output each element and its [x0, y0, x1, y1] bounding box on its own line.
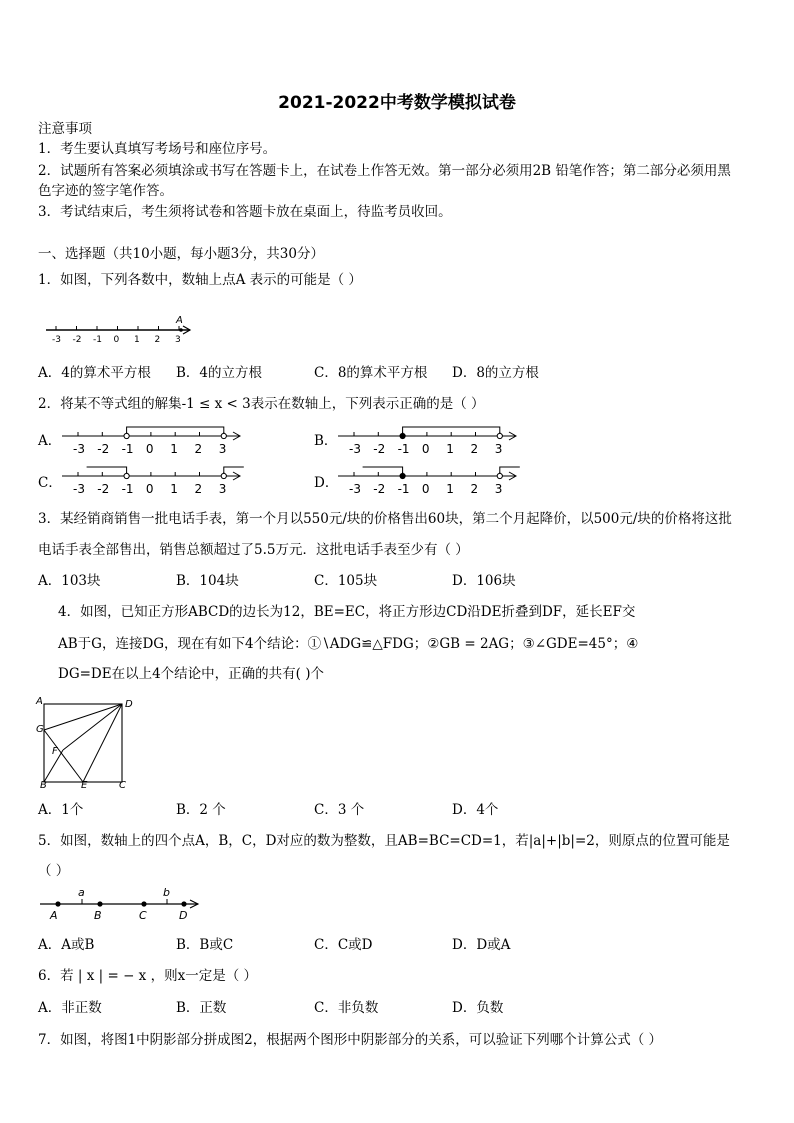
- q2-option-c-label[interactable]: C．: [38, 475, 62, 491]
- q2-tick-label: -3: [73, 442, 85, 456]
- q6-option-b[interactable]: B．正数: [176, 1000, 227, 1016]
- q6-stem: 6．若 | x | = − x ，则x一定是（ ）: [38, 968, 257, 984]
- q2-tick-label: 1: [170, 442, 178, 456]
- notice-item: 色字迹的签字笔作答。: [38, 183, 173, 199]
- q2-tick-label: 3: [218, 442, 227, 456]
- q2-tick-label: 2: [194, 482, 203, 496]
- q4-option-c[interactable]: C．3 个: [314, 802, 365, 818]
- section-heading: 一、选择题（共10小题，每小题3分，共30分）: [38, 246, 324, 262]
- q1-tick-label: -1: [93, 335, 102, 345]
- q2-tick-label: -1: [397, 482, 410, 496]
- page-title: 2021-2022中考数学模拟试卷: [278, 93, 516, 113]
- q2-tick-label: -1: [397, 442, 410, 456]
- q2-tick-label: -3: [349, 482, 361, 496]
- q2-tick-label: 1: [446, 482, 454, 496]
- q2-tick-label: 3: [218, 482, 227, 496]
- q4-option-d[interactable]: D．4个: [452, 802, 499, 818]
- q3-option-a[interactable]: A．103块: [38, 573, 101, 589]
- q5-option-d[interactable]: D．D或A: [452, 937, 511, 953]
- q1-stem: 1．如图，下列各数中，数轴上点A 表示的可能是（ ）: [38, 272, 362, 288]
- q2-tick-label: 0: [145, 482, 154, 496]
- q4-stem: 4．如图，已知正方形ABCD的边长为12，BE=EC，将正方形边CD沿DE折叠到DF，延长EF交: [58, 604, 636, 620]
- q1-tick-label: -2: [72, 335, 82, 345]
- q1-option-d[interactable]: D．8的立方根: [452, 365, 539, 381]
- q4-stem: AB于G，连接DG，现在有如下4个结论：①∖ADG≌△FDG；②GB = 2AG；③∠GDE=45°；④: [58, 636, 639, 652]
- q1-tick-label: 2: [154, 335, 161, 345]
- q5-label-c: C: [139, 909, 147, 922]
- q1-tick-label: -3: [52, 335, 61, 345]
- q5-label-b-value: b: [163, 886, 170, 899]
- fig-label-d: D: [125, 699, 133, 710]
- q2-tick-label: -3: [349, 442, 361, 456]
- q2-tick-label: -2: [373, 442, 386, 456]
- q2-option-d-number-line[interactable]: [336, 464, 526, 500]
- q2-option-c-number-line[interactable]: [60, 464, 250, 500]
- q4-square-figure: [34, 694, 144, 790]
- q1-point-label: A: [176, 315, 183, 326]
- fig-label-f: F: [52, 746, 58, 757]
- q1-option-a[interactable]: A．4的算术平方根: [38, 365, 151, 381]
- q7-stem: 7．如图，将图1中阴影部分拼成图2，根据两个图形中阴影部分的关系，可以验证下列哪个计算公式（ ）: [38, 1032, 663, 1048]
- q5-option-c[interactable]: C．C或D: [314, 937, 373, 953]
- q2-tick-label: 0: [421, 442, 430, 456]
- q5-stem: 5．如图，数轴上的四个点A，B，C，D对应的数为整数，且AB=BC=CD=1，若|a|+|b|=2，则原点的位置可能是: [38, 833, 730, 849]
- q2-tick-label: 0: [421, 482, 430, 496]
- q5-label-b: B: [94, 909, 102, 922]
- q2-tick-label: 3: [494, 482, 503, 496]
- q6-option-c[interactable]: C．非负数: [314, 1000, 379, 1016]
- q3-option-d[interactable]: D．106块: [452, 573, 516, 589]
- q2-tick-label: -3: [73, 482, 85, 496]
- fig-label-g: G: [36, 724, 44, 735]
- q2-option-d-label[interactable]: D．: [314, 475, 339, 491]
- q1-option-c[interactable]: C．8的算术平方根: [314, 365, 428, 381]
- q3-stem: 电话手表全部售出，销售总额超过了5.5万元．这批电话手表至少有（ ）: [38, 542, 469, 558]
- q1-number-line: [44, 310, 194, 350]
- q6-option-d[interactable]: D．负数: [452, 1000, 504, 1016]
- q2-tick-label: 2: [470, 442, 479, 456]
- q5-option-a[interactable]: A．A或B: [38, 937, 95, 953]
- q5-label-a: A: [50, 909, 58, 922]
- q1-tick-label: 1: [134, 335, 140, 345]
- q2-tick-label: 0: [145, 442, 154, 456]
- notice-item: 3．考试结束后，考生须将试卷和答题卡放在桌面上，待监考员收回。: [38, 204, 452, 220]
- q2-tick-label: 1: [446, 442, 454, 456]
- q3-stem: 3．某经销商销售一批电话手表，第一个月以550元/块的价格售出60块，第二个月起降价，以500元/块的价格将这批: [38, 511, 732, 527]
- q2-tick-label: 1: [170, 482, 178, 496]
- q1-tick-label: 3: [175, 335, 181, 345]
- q4-stem: DG=DE在以上4个结论中，正确的共有( )个: [58, 666, 325, 682]
- notice-heading: 注意事项: [38, 121, 92, 137]
- fig-label-b: B: [40, 780, 47, 790]
- q2-option-b-number-line[interactable]: [336, 424, 526, 458]
- q3-option-b[interactable]: B．104块: [176, 573, 239, 589]
- q5-label-a-value: a: [78, 886, 85, 899]
- q3-option-c[interactable]: C．105块: [314, 573, 378, 589]
- q1-tick-label: 0: [113, 335, 120, 345]
- q4-option-a[interactable]: A．1个: [38, 802, 84, 818]
- q2-option-a-label[interactable]: A．: [38, 433, 62, 449]
- notice-item: 1．考生要认真填写考场号和座位序号。: [38, 141, 277, 157]
- q4-option-b[interactable]: B．2 个: [176, 802, 226, 818]
- q2-tick-label: -2: [373, 482, 386, 496]
- q1-option-b[interactable]: B．4的立方根: [176, 365, 263, 381]
- fig-label-e: E: [81, 780, 88, 790]
- q2-tick-label: 2: [470, 482, 479, 496]
- fig-label-c: C: [119, 780, 126, 790]
- q2-option-b-label[interactable]: B．: [314, 433, 338, 449]
- q2-tick-label: -2: [97, 482, 110, 496]
- q6-option-a[interactable]: A．非正数: [38, 1000, 102, 1016]
- q2-tick-label: -2: [97, 442, 110, 456]
- q2-tick-label: 3: [494, 442, 503, 456]
- q2-tick-label: -1: [121, 482, 134, 496]
- q5-label-d: D: [179, 909, 188, 922]
- q5-stem: （ ）: [38, 863, 70, 879]
- q2-tick-label: -1: [121, 442, 134, 456]
- notice-item: 2．试题所有答案必须填涂或书写在答题卡上，在试卷上作答无效。第一部分必须用2B 铅笔作答；第二部分必须用黑: [38, 163, 731, 179]
- fig-label-a: A: [36, 696, 43, 707]
- q2-option-a-number-line[interactable]: [60, 424, 250, 458]
- q2-tick-label: 2: [194, 442, 203, 456]
- q5-number-line: [38, 884, 208, 924]
- q5-option-b[interactable]: B．B或C: [176, 937, 234, 953]
- q2-stem: 2．将某不等式组的解集-1 ≤ x < 3表示在数轴上，下列表示正确的是（ ）: [38, 396, 485, 412]
